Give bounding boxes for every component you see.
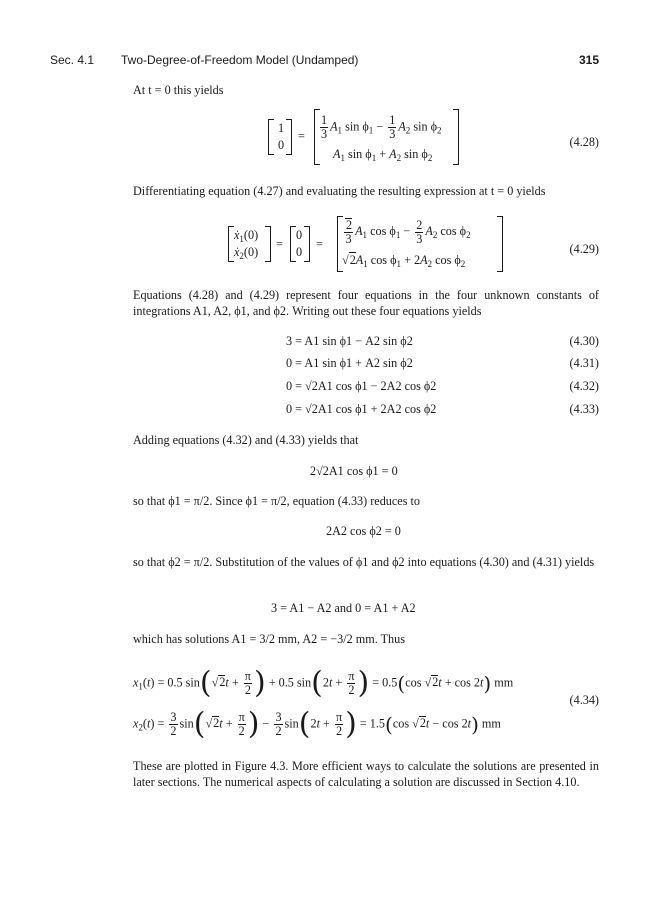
paragraph-at-t0: At t = 0 this yields (133, 83, 224, 97)
equation-amplitudes: 3 = A1 − A2 and 0 = A1 + A2 (271, 601, 416, 615)
paragraph-so-that-2: so that ϕ2 = π/2. Substitution of the values of ϕ1 and ϕ2 into equations (4.30) and (4.31) yields (133, 555, 595, 569)
page-number: 315 (578, 53, 599, 67)
equation-number-4-32: (4.32) (569, 379, 599, 393)
equation-number-4-28: (4.28) (569, 135, 599, 149)
section-label: Sec. 4.1 (50, 53, 95, 67)
paragraph-equations-represent: Equations (4.28) and (4.29) represent four equations in the four unknown constants of integrations A1, A2, ϕ1, and ϕ2. Writing out these four equations yields (133, 288, 599, 318)
equation-number-4-30: (4.30) (569, 334, 599, 348)
equation-reduced: 2A2 cos ϕ2 = 0 (326, 524, 401, 538)
paragraph-which-has: which has solutions A1 = 3/2 mm, A2 = −3/2 mm. Thus (133, 632, 405, 646)
paragraph-adding: Adding equations (4.32) and (4.33) yields that (133, 433, 359, 447)
equation-4-31: 0 = A1 sin ϕ1 + A2 sin ϕ2 (286, 356, 413, 370)
equation-4-33: 0 = √2A1 cos ϕ1 + 2A2 cos ϕ2 (286, 402, 437, 416)
equation-sum: 2√2A1 cos ϕ1 = 0 (310, 464, 398, 478)
equation-number-4-29: (4.29) (569, 242, 599, 256)
equation-number-4-33: (4.33) (569, 402, 599, 416)
equation-4-30: 3 = A1 sin ϕ1 − A2 sin ϕ2 (286, 334, 413, 348)
paragraph-plotted: These are plotted in Figure 4.3. More efficient ways to calculate the solutions are presented in later sections. The numerical aspects of calculating a solution are discussed in Section 4.10. (133, 759, 599, 789)
paragraph-so-that-1: so that ϕ1 = π/2. Since ϕ1 = π/2, equation (4.33) reduces to (133, 494, 420, 508)
running-title: Two-Degree-of-Freedom Model (Undamped) (121, 53, 359, 67)
equation-4-32: 0 = √2A1 cos ϕ1 − 2A2 cos ϕ2 (286, 379, 437, 393)
equation-number-4-34: (4.34) (569, 693, 599, 707)
equation-number-4-31: (4.31) (569, 356, 599, 370)
paragraph-differentiating: Differentiating equation (4.27) and evaluating the resulting expression at t = 0 yields (133, 184, 546, 198)
